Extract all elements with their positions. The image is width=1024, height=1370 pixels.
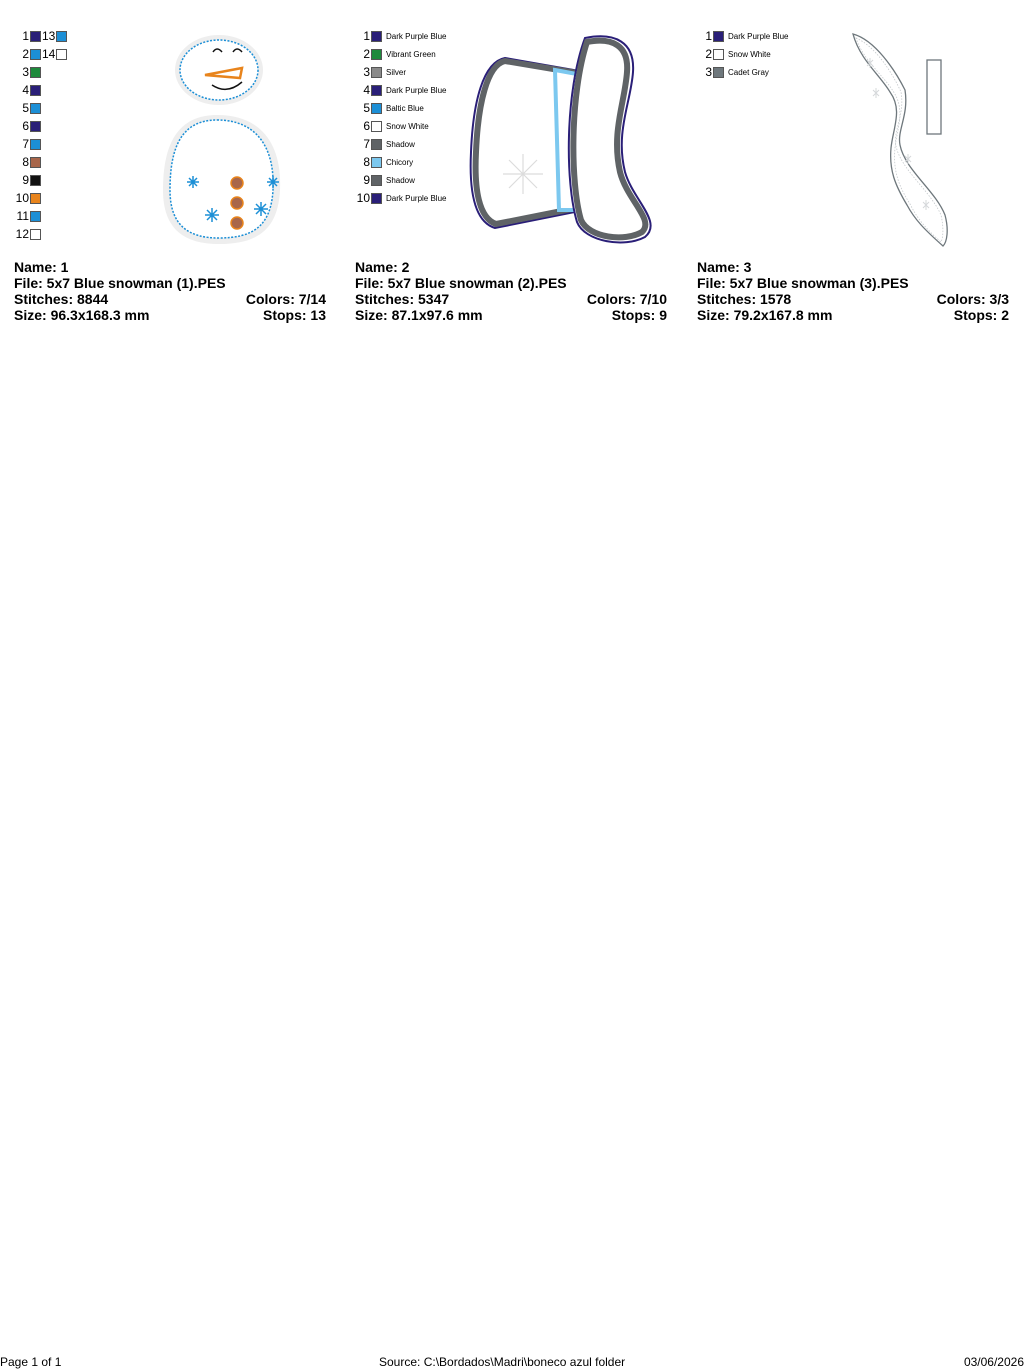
- design-2: [353, 0, 683, 330]
- design-name: Name: 3: [697, 259, 752, 275]
- color-name: Baltic Blue: [386, 103, 424, 113]
- design-stops: Stops: 13: [262, 307, 326, 323]
- color-swatch: [30, 67, 41, 78]
- color-number: 8: [363, 155, 370, 169]
- color-number: 5: [363, 101, 370, 115]
- scarf-artwork: [845, 30, 955, 250]
- color-swatch-row: [12, 81, 41, 99]
- color-number: 5: [22, 101, 29, 115]
- color-swatch-row: [42, 27, 67, 45]
- design-size: Size: 96.3x168.3 mm: [14, 307, 150, 323]
- color-number: 11: [16, 209, 29, 223]
- color-swatch: [371, 193, 382, 204]
- color-swatch-row: [12, 207, 41, 225]
- design-colors: Colors: 7/14: [245, 291, 326, 307]
- color-number: 3: [705, 65, 712, 79]
- design-colors: Colors: 7/10: [586, 291, 667, 307]
- design-name: Name: 2: [355, 259, 410, 275]
- color-swatch: [56, 31, 67, 42]
- color-number: 3: [22, 65, 29, 79]
- color-number: 10: [15, 191, 29, 205]
- color-swatch: [713, 31, 724, 42]
- color-swatch-row: [353, 135, 446, 153]
- color-number: 4: [363, 83, 370, 97]
- color-number: 2: [22, 47, 29, 61]
- design-3: [695, 0, 1024, 330]
- color-swatch-row: [12, 153, 41, 171]
- color-swatch-row: [353, 81, 446, 99]
- color-swatch-row: [12, 225, 41, 243]
- color-swatch: [371, 103, 382, 114]
- color-swatch-row: [12, 135, 41, 153]
- color-number: 6: [22, 119, 29, 133]
- color-swatch-row: [12, 27, 41, 45]
- design-name: Name: 1: [14, 259, 69, 275]
- color-swatch-row: [353, 45, 446, 63]
- color-name: Shadow: [386, 175, 415, 185]
- color-swatch: [30, 229, 41, 240]
- color-swatch-row: [353, 117, 446, 135]
- color-number: 8: [22, 155, 29, 169]
- color-swatch: [371, 31, 382, 42]
- color-name: Snow White: [728, 49, 771, 59]
- color-swatch-row: [12, 63, 41, 81]
- color-swatch-row: [353, 27, 446, 45]
- color-number: 10: [356, 191, 370, 205]
- color-number: 2: [705, 47, 712, 61]
- design-stitches: Stitches: 1578: [697, 291, 792, 307]
- color-swatch: [371, 121, 382, 132]
- color-number: 7: [22, 137, 29, 151]
- design-info: [14, 259, 326, 323]
- color-swatch: [713, 67, 724, 78]
- color-name: Shadow: [386, 139, 415, 149]
- color-swatch-row: [12, 189, 41, 207]
- color-name: Cadet Gray: [728, 67, 769, 77]
- design-file: File: 5x7 Blue snowman (1).PES: [14, 275, 226, 291]
- color-name: Snow White: [386, 121, 429, 131]
- color-swatch-row: [353, 189, 446, 207]
- color-number: 1: [22, 29, 29, 43]
- color-swatch-row: [695, 63, 788, 81]
- color-name: Dark Purple Blue: [386, 85, 447, 95]
- color-swatch: [371, 49, 382, 60]
- design-colors: Colors: 3/3: [936, 291, 1009, 307]
- top-hat-artwork: [465, 32, 665, 248]
- design-1: [12, 0, 342, 330]
- color-swatch-row: [12, 99, 41, 117]
- design-info: [697, 259, 1009, 323]
- color-number: 4: [22, 83, 29, 97]
- design-size: Size: 87.1x97.6 mm: [355, 307, 483, 323]
- design-stops: Stops: 2: [953, 307, 1009, 323]
- color-name: Silver: [386, 67, 407, 77]
- color-swatch: [713, 49, 724, 60]
- color-swatch-row: [695, 45, 788, 63]
- color-number: 12: [15, 227, 29, 241]
- color-swatch-row: [12, 45, 41, 63]
- design-stitches: Stitches: 8844: [14, 291, 109, 307]
- color-number: 14: [42, 47, 56, 61]
- color-swatch: [30, 139, 41, 150]
- color-swatch: [371, 139, 382, 150]
- color-number: 13: [42, 29, 56, 43]
- color-swatch-row: [42, 45, 67, 63]
- color-swatch: [30, 103, 41, 114]
- color-swatch-row: [353, 63, 446, 81]
- color-name: Dark Purple Blue: [386, 31, 447, 41]
- snowman-body-artwork: [157, 30, 287, 250]
- design-size: Size: 79.2x167.8 mm: [697, 307, 833, 323]
- color-swatch: [371, 175, 382, 186]
- color-swatch: [371, 67, 382, 78]
- color-swatch: [30, 193, 41, 204]
- color-swatch: [56, 49, 67, 60]
- color-number: 1: [363, 29, 370, 43]
- color-swatch-row: [353, 99, 446, 117]
- color-swatch-row: [353, 153, 446, 171]
- design-file: File: 5x7 Blue snowman (3).PES: [697, 275, 909, 291]
- color-name: Dark Purple Blue: [728, 31, 789, 41]
- page-number: Page 1 of 1: [0, 1355, 62, 1369]
- design-stitches: Stitches: 5347: [355, 291, 450, 307]
- color-swatch: [30, 49, 41, 60]
- design-info: [355, 259, 667, 323]
- color-swatch-row: [12, 171, 41, 189]
- color-name: Vibrant Green: [386, 49, 436, 59]
- color-number: 3: [363, 65, 370, 79]
- color-list: [353, 27, 446, 207]
- design-file: File: 5x7 Blue snowman (2).PES: [355, 275, 567, 291]
- color-list: [695, 27, 788, 81]
- source-path: Source: C:\Bordados\Madri\boneco azul folder: [379, 1355, 626, 1369]
- color-swatch-row: [695, 27, 788, 45]
- color-number: 9: [22, 173, 29, 187]
- color-swatch: [30, 31, 41, 42]
- color-number: 9: [363, 173, 370, 187]
- color-swatch: [371, 157, 382, 168]
- design-stops: Stops: 9: [611, 307, 667, 323]
- color-swatch: [30, 85, 41, 96]
- color-name: Chicory: [386, 157, 414, 167]
- color-swatch-row: [353, 171, 446, 189]
- color-number: 2: [363, 47, 370, 61]
- color-number: 1: [705, 29, 712, 43]
- color-number: 6: [363, 119, 370, 133]
- color-swatch: [30, 157, 41, 168]
- color-name: Dark Purple Blue: [386, 193, 447, 203]
- color-number: 7: [363, 137, 370, 151]
- color-swatch: [30, 175, 41, 186]
- color-swatch-row: [12, 117, 41, 135]
- color-swatch: [30, 121, 41, 132]
- color-swatch: [371, 85, 382, 96]
- print-date: 03/06/2026: [963, 1355, 1024, 1369]
- color-list: [12, 27, 56, 243]
- color-swatch: [30, 211, 41, 222]
